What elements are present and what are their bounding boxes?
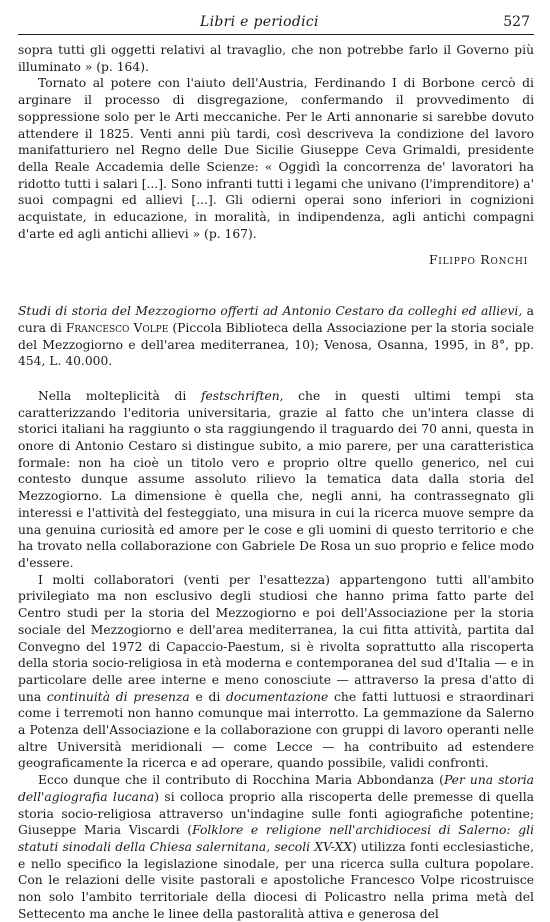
text-run: ) utilizza fonti ecclesiastiche, e nello specifico la legislazione sinodale, per una ricerca sulla cultura popolare. Con le relazioni delle visite pastorali e apostoliche Francesco Volpe ricostruisce non solo l'ambito territoriale della diocesi di Policastro nella prima metà del Settecento ma anche le linee della pastoralità attiva e generosa del	[18, 839, 534, 921]
page-header	[0, 8, 550, 32]
book-title: Studi di storia del Mezzogiorno offerti ad Antonio Cestaro da colleghi ed allievi,	[18, 304, 523, 319]
text-run: , che in questi ultimi tempi sta caratterizzando l'editoria universitaria, grazie al fatto che un'intera classe di storici italiani ha raggiunto o sta raggiungendo il traguardo dei 70 anni, questa in onore di Antonio Cestaro si distingue subito, a mio parere, per una caratteristica formale: non ha cioè un titolo vero e proprio oltre quello generico, nel cui contesto dunque assume assoluto rilievo la tematica data dalla storia del Mezzogiorno. La dimensione è quella che, negli anni, ha contrassegnato gli interessi e l'attività del festeggiato, una misura in cui la ricerca muove sempre da una genuina curiosità ed amore per le cose e gli uomini di questo territorio e che ha trovato nella collaborazione con Gabriele De Rosa un suo proprio e felice modo d'essere.	[18, 388, 535, 570]
reviewer-signature: Filippo Ronchi	[428, 253, 528, 268]
book-details: (Piccola Biblioteca della Associazione per la storia sociale del Mezzogiorno e dell'area mediterranea, 10); Venosa, Osanna, 1995, in 8°, pp. 454, L. 40.000.	[18, 320, 535, 369]
text-run: ) si colloca proprio alla riscoperta delle premesse di quella storia socio-religiosa attraverso un'indagine sulle fonti agiografiche potentine; Giuseppe Maria Viscardi (	[18, 789, 535, 838]
review-bibliographic-heading	[18, 303, 534, 370]
book-editor: Francesco Volpe	[65, 320, 169, 335]
review-paragraph	[18, 572, 534, 772]
page-number: 527	[503, 14, 530, 30]
emphasis-text: Per una storia dell'agiografia lucana	[18, 773, 534, 804]
review-paragraph	[18, 772, 534, 922]
text-run: Nella molteplicità di	[38, 388, 201, 403]
running-title: Libri e periodici	[200, 14, 319, 30]
review-paragraph	[18, 388, 534, 572]
emphasis-text: festschriften	[200, 388, 280, 403]
page-body	[18, 42, 534, 922]
text-run: I molti collaboratori (venti per l'esattezza) appartengono tutti all'ambito privilegiato ma non esclusivo degli studiosi che hanno prima fatto parte del Centro studi per la storia del Mezzogiorno e poi dell'Associazione per la storia sociale del Mezzogiorno e dell'area mediterranea, la cui fitta attività, partita dal Convegno del 1972 di Capaccio-Paestum, si è rivolta soprattutto alla riscoperta della storia socio-religiosa in età moderna e contemporanea del sud d'Italia — e in particolare delle aree interne e meno conosciute — attraverso la presa d'atto di una	[18, 572, 534, 704]
prev-review-paragraph: sopra tutti gli oggetti relativi al travaglio, che non potrebbe farlo il Governo più illuminato » (p. 164).	[18, 43, 534, 74]
curator-prefix: a cura di	[18, 304, 534, 335]
header-rule	[18, 34, 534, 35]
emphasis-text: documentazione	[226, 689, 329, 704]
text-run: Ecco dunque che il contributo di Rocchina Maria Abbondanza (	[38, 773, 444, 788]
text-run: e di	[189, 689, 227, 704]
emphasis-text: Folklore e religione nell'archidiocesi di Salerno: gli statuti sinodali della Chiesa salernitana, secoli XV-XX	[18, 823, 535, 854]
spacer	[18, 370, 534, 388]
text-run: che fatti luttuosi e straordinari come i terremoti non hanno comunque mai interrotto. La gemmazione da Salerno a Potenza dell'Associazione e la collaborazione con gruppi di lavoro operanti nelle altre Università meridionali — come Lecce — ha contribuito ad estendere geograficamente la ricerca e ad operare, quando possibile, validi confronti.	[18, 689, 534, 771]
emphasis-text: continuità di presenza	[46, 689, 190, 704]
prev-review-paragraph: Tornato al potere con l'aiuto dell'Austria, Ferdinando I di Borbone cercò di arginare il processo di disgregazione, confermando il provvedimento di soppressione solo per le Arti meccaniche. Per le Arti annonarie si sarebbe dovuto attendere il 1825. Venti anni più tardi, così descriveva la condizione del lavoro manifatturiero nel Regno delle Due Sicilie Giuseppe Ceva Grimaldi, presidente della Reale Accademia delle Scienze: « Oggidì la concorrenza de' lavoratori ha ridotto tutti i salari [...]. Sono infranti tutti i legami che univano (l'imprenditore) a' suoi compagni ed allievi [...]. Gli odierni operai sono inferiori in cognizioni acquistate, in educazione, in moralità, in indipendenza, agli antichi compagni d'arte ed agli antichi allievi » (p. 167).	[18, 76, 534, 241]
